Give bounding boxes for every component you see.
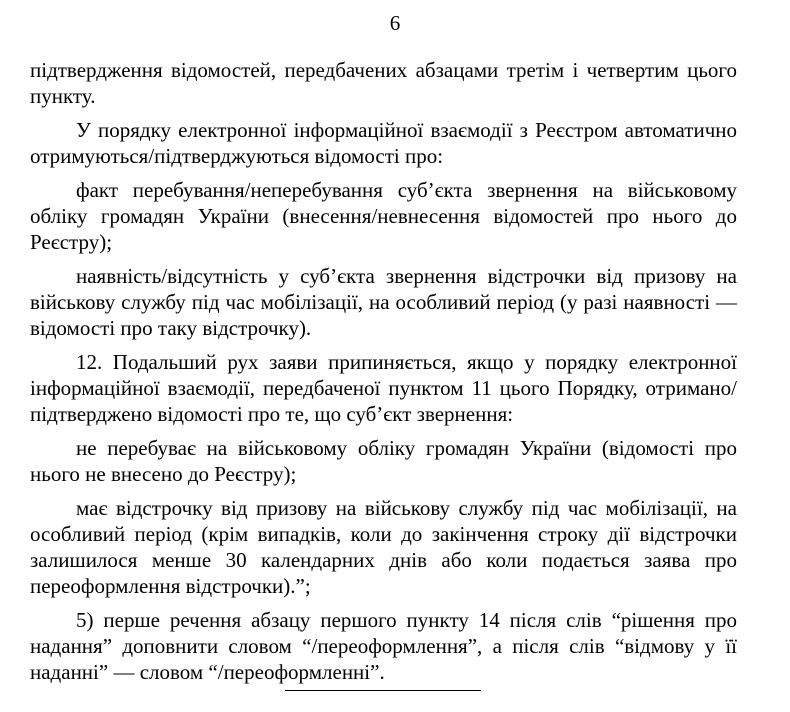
paragraph-registry-interaction: У порядку електронної інформаційної взаємодії з Реєстром автоматично отримуються/підтверджуються відомості про: xyxy=(30,118,737,168)
paragraph-point-12: 12. Подальший рух заяви припиняється, якщо у порядку електронної інформаційної взаємодії, передбаченої пунктом 11 цього Порядку, отримано/підтверджено відомості про те, що суб’єкт звернення: xyxy=(30,350,737,426)
document-body xyxy=(30,57,737,693)
paragraph-deferment-presence: наявність/відсутність у суб’єкта звернення відстрочки від призову на військову службу під час мобілізації, на особливий період (у разі наявності — відомості про таку відстрочку). xyxy=(30,264,737,340)
paragraph-not-registered: не перебуває на військовому обліку громадян України (відомості про нього не внесено до Реєстру); xyxy=(30,436,737,486)
paragraph-continuation: підтвердження відомостей, передбачених абзацами третім і четвертим цього пункту. xyxy=(30,58,737,108)
paragraph-amendment-5: 5) перше речення абзацу першого пункту 14 після слів “рішення про надання” доповнити словом “/переоформлення”, а після слів “відмову у її наданні” — словом “/переоформленні”. xyxy=(30,608,737,684)
paragraph-military-registration-fact: факт перебування/неперебування суб’єкта звернення на військовому обліку громадян України (внесення/невнесення відомостей про нього до Реєстру); xyxy=(30,178,737,254)
page-number: 6 xyxy=(389,11,401,35)
paragraph-has-deferment: має відстрочку від призову на військову службу під час мобілізації, на особливий період (крім випадків, коли до закінчення строку дії відстрочки залишилося менше 30 календарних днів або коли подається заява про переоформлення відстрочки).”; xyxy=(30,496,737,598)
end-divider-line xyxy=(285,690,481,691)
